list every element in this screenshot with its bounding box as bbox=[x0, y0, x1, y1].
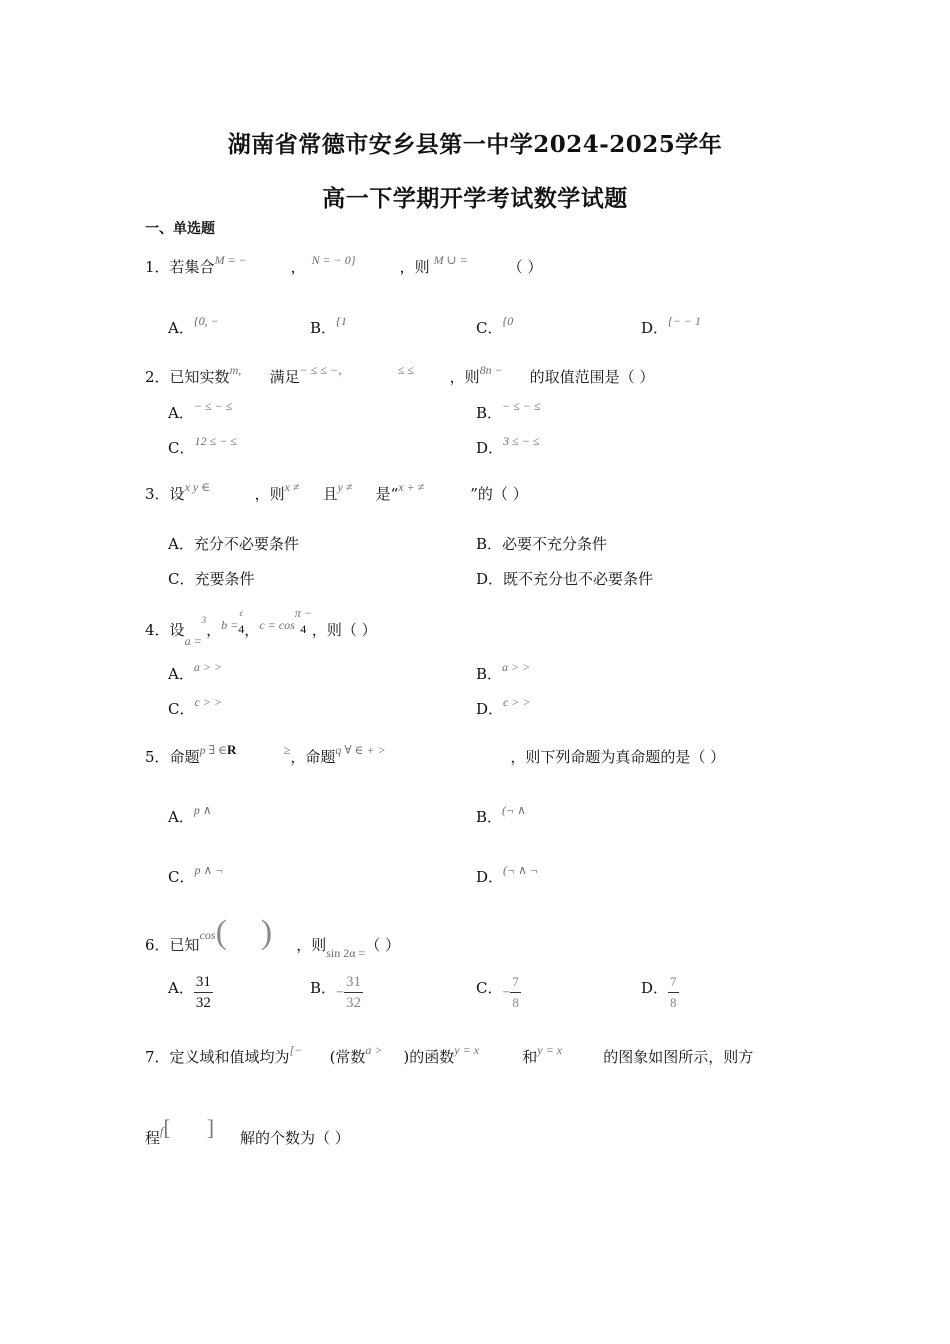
answer-paren: （ ） bbox=[507, 258, 543, 276]
question-text: 命题 bbox=[169, 748, 200, 766]
option-text: 充分不必要条件 bbox=[193, 535, 299, 553]
fraction-numerator: π − bbox=[294, 606, 312, 620]
math-expression: 12 ≤ − ≤ bbox=[194, 434, 237, 448]
math-expression: − ≤ − ≤ bbox=[502, 399, 541, 413]
question-text: ， bbox=[290, 258, 306, 276]
option-c bbox=[168, 695, 223, 719]
math-expression: x ≠ bbox=[284, 480, 300, 494]
math-expression: x y ∈ bbox=[184, 480, 211, 494]
option-label: C． bbox=[476, 978, 503, 997]
fraction-denominator: 4 bbox=[238, 622, 245, 636]
question-2 bbox=[145, 363, 655, 387]
question-text: ，则 bbox=[449, 368, 480, 386]
math-expression: (¬ ∧ bbox=[502, 803, 526, 817]
option-b bbox=[476, 399, 541, 423]
fraction-numerator: 7 bbox=[510, 972, 521, 993]
left-bracket: [ bbox=[163, 1115, 171, 1140]
question-number: 5． bbox=[145, 748, 170, 766]
math-expression: m, bbox=[229, 363, 242, 377]
math-expression: ≥ bbox=[283, 743, 291, 757]
option-d bbox=[476, 695, 531, 719]
question-text: 程 bbox=[145, 1129, 161, 1147]
left-paren: ( bbox=[215, 914, 227, 951]
option-text: 充要条件 bbox=[194, 570, 255, 588]
option-label: B． bbox=[476, 665, 503, 683]
option-b bbox=[476, 803, 526, 827]
math-expression: p ∧ ¬ bbox=[194, 863, 224, 877]
option-a bbox=[168, 660, 223, 684]
math-expression: 8n − bbox=[479, 363, 503, 377]
question-text: 和 bbox=[522, 1048, 538, 1066]
question-text: 设 bbox=[169, 621, 185, 639]
math-expression: y = x bbox=[537, 1043, 563, 1057]
fraction bbox=[668, 972, 679, 1013]
math-expression: c > > bbox=[194, 695, 223, 709]
option-label: D． bbox=[476, 700, 504, 718]
option-d bbox=[641, 972, 679, 1013]
question-number: 2． bbox=[145, 368, 170, 386]
option-d bbox=[476, 434, 540, 458]
option-a bbox=[168, 314, 219, 338]
question-text: 已知 bbox=[169, 936, 200, 954]
option-c bbox=[168, 863, 224, 887]
option-c bbox=[168, 434, 237, 458]
question-text: ，则 bbox=[296, 936, 327, 954]
question-number: 1． bbox=[145, 258, 170, 276]
question-text: 定义域和值域均为 bbox=[169, 1048, 290, 1066]
fraction bbox=[344, 972, 363, 1013]
option-c bbox=[476, 972, 521, 1013]
question-text: )的函数 bbox=[403, 1048, 455, 1066]
page-subtitle: 高一下学期开学考试数学试题 bbox=[322, 185, 628, 212]
math-expression: a > > bbox=[193, 660, 223, 674]
option-label: B． bbox=[310, 978, 337, 997]
right-bracket: ] bbox=[206, 1115, 215, 1140]
option-b bbox=[310, 972, 363, 1013]
fraction-denominator: 4 bbox=[300, 622, 307, 636]
question-text: 是“ bbox=[375, 485, 399, 503]
option-a bbox=[168, 533, 299, 554]
question-number: 3． bbox=[145, 485, 170, 503]
option-text: 必要不充分条件 bbox=[502, 535, 608, 553]
option-a bbox=[168, 399, 233, 423]
question-4 bbox=[145, 605, 377, 648]
math-expression: {− − 1 bbox=[668, 314, 702, 328]
question-text: 设 bbox=[169, 485, 185, 503]
option-label: D． bbox=[476, 439, 504, 457]
fraction-numerator: 31 bbox=[194, 972, 213, 993]
option-label: C． bbox=[168, 868, 195, 886]
fraction-numerator: 31 bbox=[344, 972, 363, 993]
question-text: ，命题 bbox=[290, 748, 336, 766]
math-expression: x + ≠ bbox=[398, 480, 425, 494]
question-number: 6． bbox=[145, 936, 170, 954]
fraction-numerator: ε bbox=[239, 608, 244, 618]
math-expression: [− bbox=[289, 1043, 303, 1057]
fraction bbox=[194, 972, 213, 1013]
fraction-numerator: 7 bbox=[668, 972, 679, 993]
option-label: C． bbox=[168, 700, 195, 718]
math-expression: {0, − bbox=[193, 314, 219, 328]
option-b bbox=[476, 533, 607, 554]
page-title: 湖南省常德市安乡县第一中学2024-2025学年 bbox=[227, 131, 723, 158]
fraction bbox=[295, 605, 312, 637]
question-text: 已知实数 bbox=[169, 368, 230, 386]
math-expression: a > bbox=[365, 1043, 383, 1057]
fraction-denominator: 8 bbox=[512, 995, 519, 1010]
question-7 bbox=[145, 1043, 754, 1067]
option-label: D． bbox=[476, 868, 504, 886]
question-number: 4． bbox=[145, 621, 170, 639]
option-label: D． bbox=[641, 978, 669, 997]
math-expression: − ≤ ≤ −， bbox=[299, 363, 350, 377]
option-d bbox=[476, 863, 539, 887]
option-a bbox=[168, 803, 212, 827]
math-expression: (¬ ∧ ¬ bbox=[503, 863, 539, 877]
section-heading: 一、单选题 bbox=[145, 221, 215, 237]
option-label: A． bbox=[168, 319, 194, 337]
option-label: D． bbox=[641, 319, 669, 337]
fraction bbox=[510, 972, 521, 1013]
option-label: D． bbox=[476, 570, 504, 588]
math-expression: f bbox=[160, 1124, 164, 1138]
question-text: 解的个数为（ ） bbox=[240, 1129, 350, 1147]
option-label: A． bbox=[168, 978, 194, 997]
math-expression: p ∃ ∈ bbox=[199, 743, 227, 757]
math-expression: a > > bbox=[502, 660, 531, 674]
math-expression: − ≤ − ≤ bbox=[193, 399, 233, 413]
math-expression: R bbox=[226, 742, 237, 757]
fraction-sign: − bbox=[502, 985, 511, 1001]
math-expression: {1 bbox=[336, 314, 347, 328]
question-text: 若集合 bbox=[169, 258, 215, 276]
math-expression: 3 bbox=[201, 615, 207, 625]
question-1 bbox=[145, 253, 543, 277]
option-label: A． bbox=[168, 535, 194, 553]
question-text: ，则 bbox=[399, 258, 430, 276]
option-b bbox=[310, 314, 347, 338]
option-label: C． bbox=[476, 319, 503, 337]
math-expression: M = − bbox=[214, 253, 247, 267]
math-expression: c = cos bbox=[259, 618, 295, 632]
option-label: B． bbox=[476, 404, 503, 422]
option-label: C． bbox=[168, 439, 195, 457]
question-text: ，则 bbox=[254, 485, 285, 503]
option-a bbox=[168, 972, 213, 1013]
option-label: A． bbox=[168, 665, 194, 683]
math-expression: c > > bbox=[503, 695, 531, 709]
right-paren: ) bbox=[260, 914, 273, 951]
question-text: (常数 bbox=[329, 1048, 366, 1066]
option-label: A． bbox=[168, 404, 194, 422]
option-b bbox=[476, 660, 531, 684]
fraction-denominator: 32 bbox=[195, 995, 211, 1011]
question-text: ”的（ ） bbox=[470, 485, 528, 503]
option-label: C． bbox=[168, 570, 195, 588]
math-expression: N = − 0} bbox=[311, 253, 356, 267]
fraction-denominator: 32 bbox=[345, 995, 361, 1011]
math-expression: ≤ ≤ bbox=[397, 363, 414, 377]
option-c bbox=[476, 314, 514, 338]
math-expression: {0 bbox=[502, 314, 514, 328]
answer-paren: （ ） bbox=[365, 936, 401, 954]
question-5 bbox=[145, 742, 726, 767]
option-label: A． bbox=[168, 808, 194, 826]
option-c bbox=[168, 568, 255, 589]
option-label: B． bbox=[310, 319, 337, 337]
question-text: ， bbox=[244, 621, 260, 639]
option-d bbox=[476, 568, 653, 589]
math-expression: cos bbox=[199, 928, 216, 942]
option-label: B． bbox=[476, 535, 503, 553]
math-expression: y = x bbox=[454, 1043, 480, 1057]
option-text: 既不充分也不必要条件 bbox=[503, 570, 654, 588]
math-expression: y ≠ bbox=[337, 480, 353, 494]
question-text: 的取值范围是（ ） bbox=[529, 368, 655, 386]
question-7-continued bbox=[145, 1115, 350, 1149]
math-expression: b = bbox=[221, 618, 239, 632]
question-text: 且 bbox=[322, 485, 338, 503]
math-expression: sin 2α = bbox=[326, 946, 366, 960]
fraction-sign: − bbox=[336, 985, 344, 1001]
math-expression: q ∀ ∈ + > bbox=[335, 743, 386, 757]
fraction-denominator: 8 bbox=[670, 995, 677, 1010]
question-text: 的图象如图所示，则方 bbox=[603, 1048, 754, 1066]
math-expression: 3 ≤ − ≤ bbox=[503, 434, 540, 448]
question-text: ，则（ ） bbox=[311, 621, 377, 639]
question-number: 7． bbox=[145, 1048, 170, 1066]
math-expression: p ∧ bbox=[193, 803, 212, 817]
question-text: 满足 bbox=[269, 368, 300, 386]
question-3 bbox=[145, 480, 528, 504]
question-text: ，则下列命题为真命题的是（ ） bbox=[510, 748, 726, 766]
option-d bbox=[641, 314, 702, 338]
question-text: ， bbox=[206, 621, 222, 639]
math-expression: M ∪ = bbox=[433, 253, 468, 267]
option-label: B． bbox=[476, 808, 503, 826]
math-expression: a = bbox=[184, 634, 202, 648]
